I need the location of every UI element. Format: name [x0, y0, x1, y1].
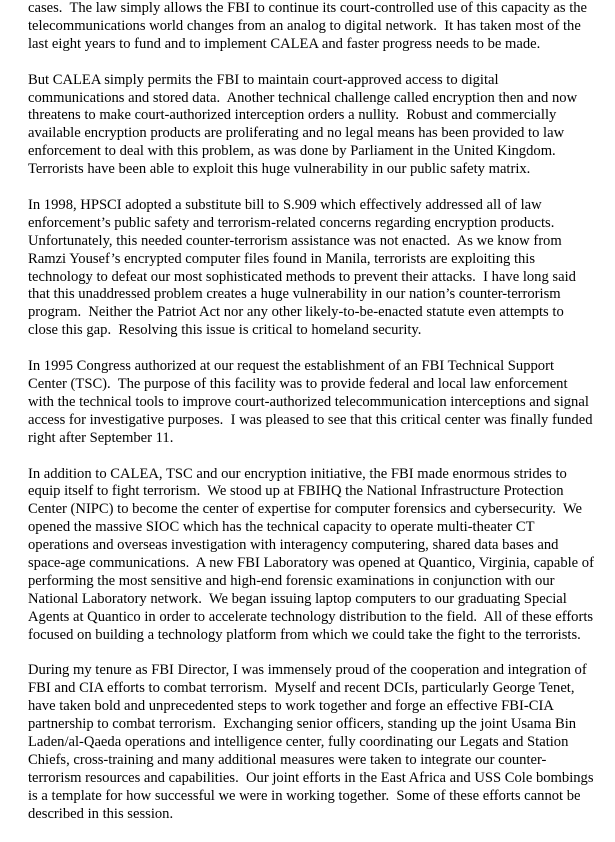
paragraph-fbi-technology — [28, 466, 603, 645]
text-line: Unfortunately, this needed counter-terrorism assistance was not enacted. As we know from — [28, 232, 562, 249]
paragraph-encryption-challenge — [28, 72, 603, 179]
paragraph-fbi-cia-cooperation — [28, 662, 603, 823]
text-line: described in this session. — [28, 805, 174, 822]
text-line: partnership to combat terrorism. Exchanging senior officers, standing up the joint Usama Bin — [28, 716, 577, 733]
text-line: In addition to CALEA, TSC and our encryption initiative, the FBI made enormous strides to — [28, 465, 567, 482]
paragraph-hpsci-bill — [28, 197, 603, 340]
text-line: terrorism resources and capabilities. Our joint efforts in the East Africa and USS Cole bombings — [28, 769, 594, 786]
document-page — [28, 0, 603, 842]
text-line: last eight years to fund and to implement CALEA and faster progress needs to be made. — [28, 35, 541, 52]
text-line: cases. The law simply allows the FBI to continue its court-controlled use of this capacity as the — [28, 0, 588, 16]
text-line: with the technical tools to improve court-authorized telecommunication interceptions and signal — [28, 393, 589, 410]
text-line: technology to defeat our most sophisticated methods to prevent their attacks. I have long said — [28, 268, 576, 285]
paragraph-technical-support-center — [28, 358, 603, 448]
text-line: right after September 11. — [28, 429, 174, 446]
text-line: space-age communications. A new FBI Laboratory was opened at Quantico, Virginia, capable of — [28, 555, 594, 572]
text-line: enforcement’s public safety and terrorism-related concerns regarding encryption products. — [28, 214, 555, 231]
text-line: close this gap. Resolving this issue is critical to homeland security. — [28, 322, 422, 339]
text-line: National Laboratory network. We began issuing laptop computers to our graduating Special — [28, 590, 567, 607]
text-line: operations and overseas investigation with interagency computering, shared data bases and — [28, 537, 559, 554]
text-line: Center (NIPC) to become the center of expertise for computer forensics and cybersecurity. We — [28, 501, 582, 518]
text-line: Agents at Quantico in order to accelerate technology distribution to the field. All of these efforts — [28, 608, 594, 625]
text-line: enforcement to deal with this problem, as was done by Parliament in the United Kingdom. — [28, 143, 556, 160]
text-line: Laden/al-Qaeda operations and intelligence center, fully coordinating our Legats and Station — [28, 734, 569, 751]
text-line: equip itself to fight terrorism. We stood up at FBIHQ the National Infrastructure Protection — [28, 483, 564, 500]
text-line: Terrorists have been able to exploit this huge vulnerability in our public safety matrix. — [28, 161, 531, 178]
text-line: opened the massive SIOC which has the technical capacity to operate multi-theater CT — [28, 519, 535, 536]
text-line: Chiefs, cross-training and many additional measures were taken to integrate our counter- — [28, 751, 547, 768]
text-line: telecommunications world changes from an analog to digital network. It has taken most of the — [28, 17, 581, 34]
text-line: have taken bold and unprecedented steps to work together and forge an effective FBI-CIA — [28, 698, 554, 715]
text-line: Center (TSC). The purpose of this facility was to provide federal and local law enforcement — [28, 375, 568, 392]
text-line: In 1995 Congress authorized at our request the establishment of an FBI Technical Support — [28, 358, 554, 375]
text-line: focused on building a technology platform from which we could take the fight to the terrorists. — [28, 626, 581, 643]
text-line: is a template for how successful we were in working together. Some of these efforts cannot be — [28, 787, 581, 804]
text-line: performing the most sensitive and high-end forensic examinations in conjunction with our — [28, 572, 555, 589]
text-line: access for investigative purposes. I was pleased to see that this critical center was finally funded — [28, 411, 593, 428]
text-line: Ramzi Yousef’s encrypted computer files found in Manila, terrorists are exploiting this — [28, 250, 536, 267]
text-line: communications and stored data. Another technical challenge called encryption then and now — [28, 89, 578, 106]
text-line: threatens to make court-authorized interception orders a nullity. Robust and commercially — [28, 107, 557, 124]
paragraph-calea-intro — [28, 0, 603, 54]
text-line: But CALEA simply permits the FBI to maintain court-approved access to digital — [28, 71, 499, 88]
text-line: available encryption products are proliferating and no legal means has been provided to law — [28, 125, 565, 142]
text-line: FBI and CIA efforts to combat terrorism. Myself and recent DCIs, particularly George Tenet, — [28, 680, 575, 697]
text-line: During my tenure as FBI Director, I was immensely proud of the cooperation and integration of — [28, 662, 587, 679]
text-line: In 1998, HPSCI adopted a substitute bill to S.909 which effectively addressed all of law — [28, 196, 542, 213]
text-line: that this unaddressed problem creates a huge vulnerability in our nation’s counter-terrorism — [28, 286, 561, 303]
text-line: program. Neither the Patriot Act nor any other likely-to-be-enacted statute even attempts to — [28, 304, 564, 321]
